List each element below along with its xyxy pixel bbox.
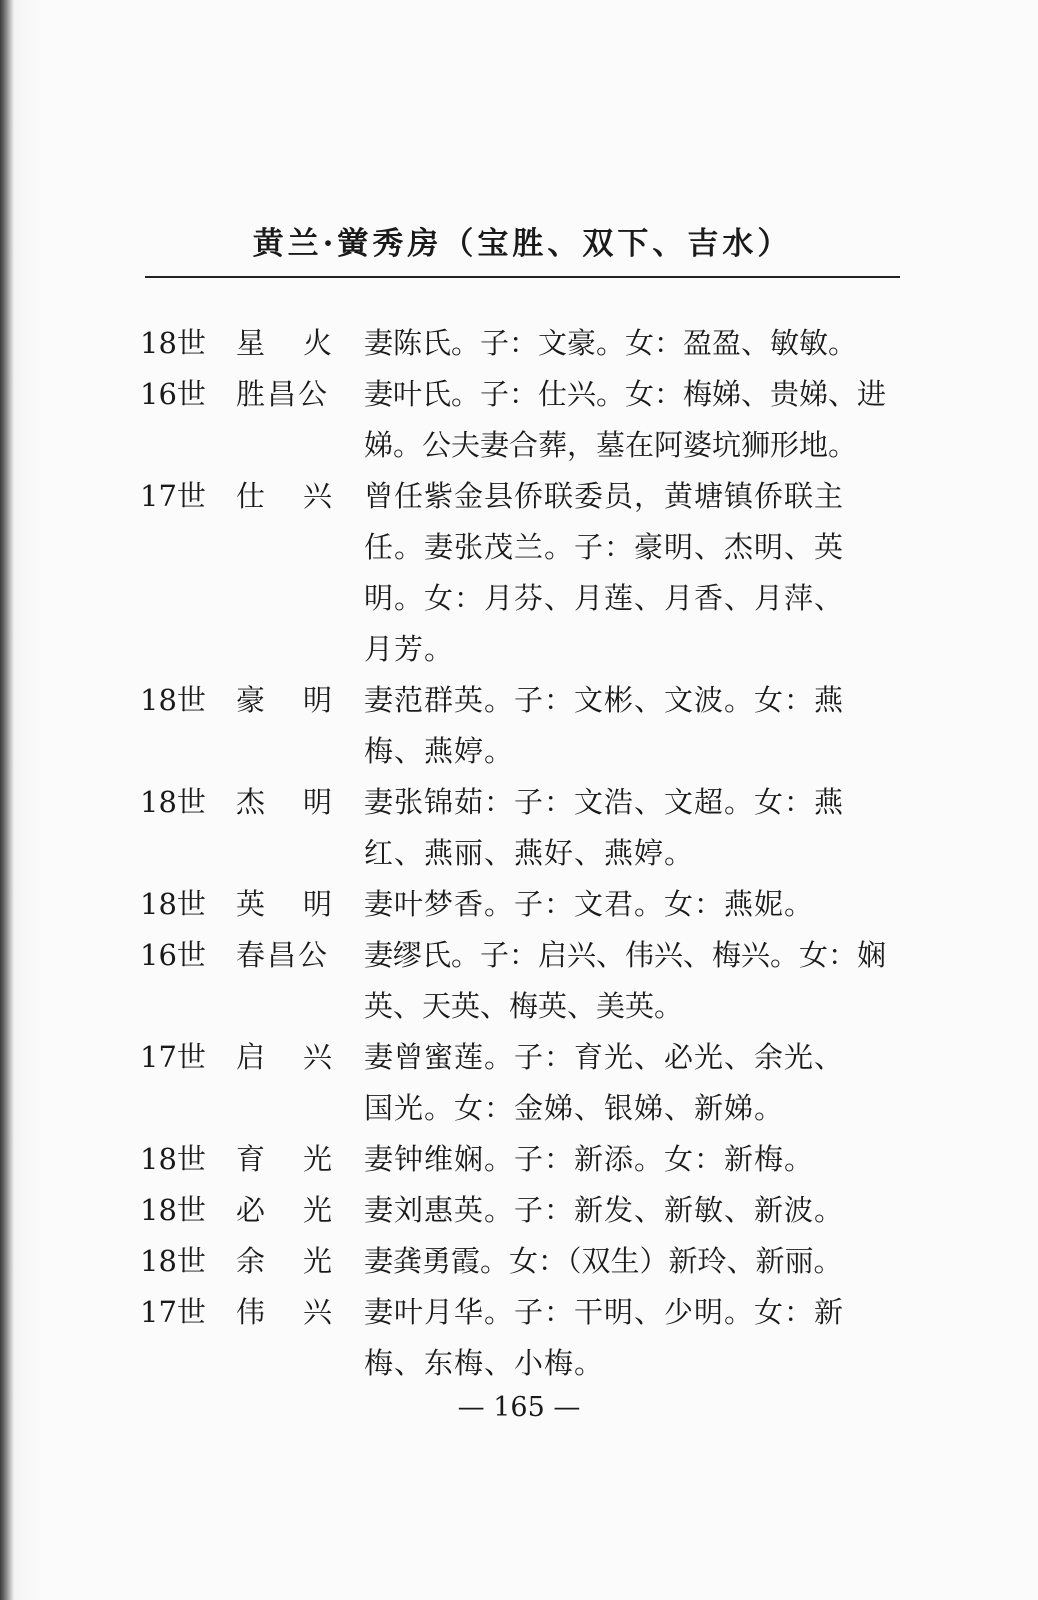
generation-label: 17世 — [140, 479, 206, 513]
name-char: 育 — [236, 1142, 268, 1176]
entry-line: 梅、东梅、小梅。 — [364, 1346, 605, 1380]
entry-text — [364, 675, 900, 777]
person-name: 胜昌公 — [236, 377, 330, 411]
name-char: 英 — [236, 887, 268, 921]
entry-line: 梅、燕婷。 — [364, 734, 515, 768]
entry-line: 任。妻张茂兰。子：豪明、杰明、英 — [364, 530, 845, 564]
generation-label: 18世 — [140, 683, 206, 717]
entry-line: 妻叶月华。子：干明、少明。女：新 — [364, 1295, 845, 1329]
entry-line: 妻缪氏。子：启兴、伟兴、梅兴。女：娴 — [364, 938, 887, 972]
header-rule — [145, 276, 900, 278]
entry-text — [364, 369, 900, 471]
name-char: 光 — [302, 1193, 334, 1227]
genealogy-entries — [140, 318, 900, 1389]
entry-line: 妻钟维娴。子：新添。女：新梅。 — [364, 1142, 815, 1176]
entry-text — [364, 1134, 900, 1185]
entry-text — [364, 318, 900, 369]
entry-line: 月芳。 — [364, 632, 455, 666]
entry-line: 妻刘惠英。子：新发、新敏、新波。 — [364, 1193, 845, 1227]
person-name — [236, 1134, 364, 1185]
entry-line: 国光。女：金娣、银娣、新娣。 — [364, 1091, 785, 1125]
entry-row — [140, 1134, 900, 1185]
person-name — [236, 1185, 364, 1236]
generation-label: 18世 — [140, 887, 206, 921]
entry-text — [364, 471, 900, 675]
entry-line: 娣。公夫妻合葬，墓在阿婆坑狮形地。 — [364, 428, 858, 462]
generation-label: 18世 — [140, 785, 206, 819]
person-name: 春昌公 — [236, 938, 330, 972]
name-char: 火 — [302, 326, 334, 360]
name-char: 明 — [302, 683, 334, 717]
entry-text — [364, 1032, 900, 1134]
entry-line: 妻龚勇霞。女：（双生）新玲、新丽。 — [364, 1244, 843, 1278]
generation-label: 18世 — [140, 1244, 206, 1278]
entry-text — [364, 879, 900, 930]
name-char: 光 — [302, 1244, 334, 1278]
entry-line: 英、天英、梅英、美英。 — [364, 989, 684, 1023]
person-name — [236, 1032, 364, 1134]
entry-line: 妻叶氏。子：仕兴。女：梅娣、贵娣、进 — [364, 377, 887, 411]
entry-row — [140, 1032, 900, 1134]
name-char: 兴 — [302, 479, 334, 513]
entry-text — [364, 1185, 900, 1236]
entry-row — [140, 675, 900, 777]
entry-row — [140, 879, 900, 930]
person-name — [236, 1236, 364, 1287]
entry-text — [364, 777, 900, 879]
page-header: 黄兰·黉秀房（宝胜、双下、吉水） — [252, 226, 793, 262]
name-char: 余 — [236, 1244, 268, 1278]
name-char: 启 — [236, 1040, 268, 1074]
name-char: 必 — [236, 1193, 268, 1227]
generation-label: 18世 — [140, 1193, 206, 1227]
person-name — [236, 777, 364, 879]
person-name — [236, 879, 364, 930]
page-number: — 165 — — [457, 1392, 581, 1423]
entry-line: 妻陈氏。子：文豪。女：盈盈、敏敏。 — [364, 326, 858, 360]
generation-label: 16世 — [140, 377, 206, 411]
entry-line: 妻范群英。子：文彬、文波。女：燕 — [364, 683, 845, 717]
name-char: 明 — [302, 887, 334, 921]
generation-label: 18世 — [140, 1142, 206, 1176]
person-name — [236, 675, 364, 777]
entry-text — [364, 930, 900, 1032]
name-char: 明 — [302, 785, 334, 819]
entry-line: 红、燕丽、燕好、燕婷。 — [364, 836, 695, 870]
generation-label: 18世 — [140, 326, 206, 360]
name-char: 豪 — [236, 683, 268, 717]
entry-row — [140, 1236, 900, 1287]
entry-row — [140, 777, 900, 879]
entry-line: 妻张锦茹：子：文浩、文超。女：燕 — [364, 785, 845, 819]
person-name — [236, 1287, 364, 1389]
entry-row — [140, 1287, 900, 1389]
entry-row — [140, 1185, 900, 1236]
generation-label: 16世 — [140, 938, 206, 972]
name-char: 兴 — [302, 1040, 334, 1074]
entry-line: 妻叶梦香。子：文君。女：燕妮。 — [364, 887, 815, 921]
entry-text — [364, 1236, 900, 1287]
name-char: 星 — [236, 326, 268, 360]
generation-label: 17世 — [140, 1295, 206, 1329]
name-char: 兴 — [302, 1295, 334, 1329]
entry-line: 妻曾蜜莲。子：育光、必光、余光、 — [364, 1040, 845, 1074]
person-name — [236, 471, 364, 675]
entry-text — [364, 1287, 900, 1389]
entry-row — [140, 318, 900, 369]
name-char: 杰 — [236, 785, 268, 819]
entry-row — [140, 471, 900, 675]
name-char: 伟 — [236, 1295, 268, 1329]
name-char: 光 — [302, 1142, 334, 1176]
generation-label: 17世 — [140, 1040, 206, 1074]
entry-row — [140, 369, 900, 471]
entry-line: 明。女：月芬、月莲、月香、月萍、 — [364, 581, 845, 615]
person-name — [236, 318, 364, 369]
entry-row — [140, 930, 900, 1032]
name-char: 仕 — [236, 479, 268, 513]
entry-line: 曾任紫金县侨联委员，黄塘镇侨联主 — [364, 479, 845, 513]
